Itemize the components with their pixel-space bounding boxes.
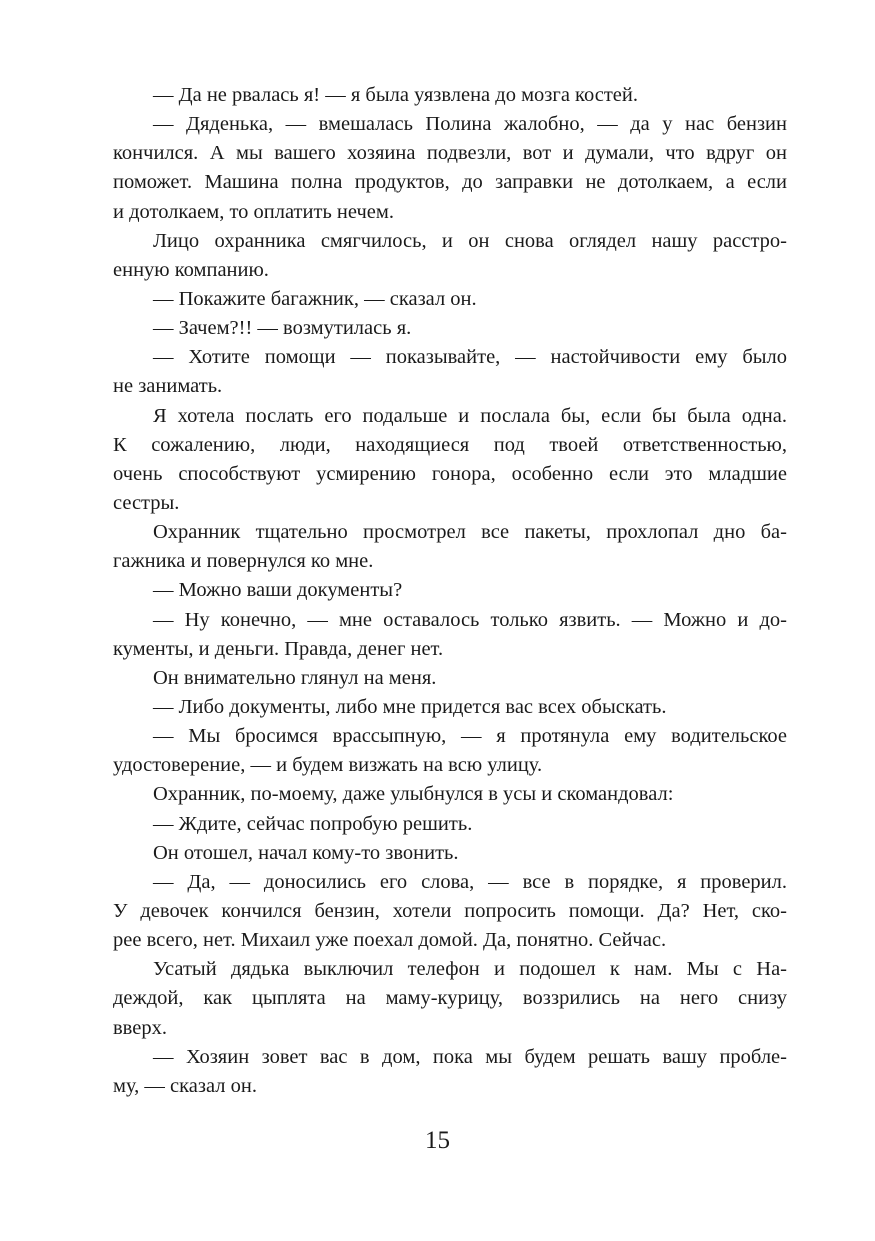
text-line: — Да, — доносились его слова, — все в порядке, я проверил. (153, 870, 787, 893)
text-line: — Ну конечно, — мне оставалось только язвить. — Можно и до- (153, 608, 787, 631)
text-line: кончился. А мы вашего хозяина подвезли, вот и думали, что вдруг он (113, 142, 787, 165)
text-line: — Покажите багажник, — сказал он. (153, 287, 477, 310)
text-line: Усатый дядька выключил телефон и подошел к нам. Мы с На- (153, 958, 787, 981)
text-line: деждой, как цыплята на маму-курицу, воззрились на него снизу (113, 987, 787, 1010)
text-line: — Либо документы, либо мне придется вас всех обыскать. (153, 695, 667, 718)
text-line: Он отошел, начал кому-то звонить. (153, 841, 459, 864)
text-line: сестры. (113, 491, 180, 514)
text-line: му, — сказал он. (113, 1074, 257, 1097)
text-line: Охранник тщательно просмотрел все пакеты, прохлопал дно ба- (153, 521, 787, 544)
text-line: удостоверение, — и будем визжать на всю улицу. (113, 754, 543, 777)
text-line: — Ждите, сейчас попробую решить. (153, 812, 473, 835)
text-line: К сожалению, люди, находящиеся под твоей ответственностью, (113, 433, 787, 456)
page-body-text (113, 81, 787, 1101)
text-line: и дотолкаем, то оплатить нечем. (113, 200, 394, 223)
text-line: кументы, и деньги. Правда, денег нет. (113, 637, 444, 660)
text-line: — Хотите помощи — показывайте, — настойчивости ему было (153, 346, 787, 369)
text-line: Лицо охранника смягчилось, и он снова оглядел нашу расстро- (153, 229, 787, 252)
text-line: поможет. Машина полна продуктов, до заправки не дотолкаем, а если (113, 171, 787, 194)
text-line: Охранник, по-моему, даже улыбнулся в усы и скомандовал: (153, 783, 674, 806)
text-line: гажника и повернулся ко мне. (113, 550, 374, 573)
text-line: — Можно ваши документы? (153, 579, 403, 602)
text-line: енную компанию. (113, 258, 269, 281)
text-line: Он внимательно глянул на меня. (153, 666, 437, 689)
text-line: — Мы бросимся врассыпную, — я протянула ему водительское (153, 725, 787, 748)
text-line: Я хотела послать его подальше и послала бы, если бы была одна. (153, 404, 787, 427)
text-line: не занимать. (113, 375, 223, 398)
text-line: рее всего, нет. Михаил уже поехал домой. Да, понятно. Сейчас. (113, 929, 667, 952)
text-line: очень способствуют усмирению гонора, особенно если это младшие (113, 462, 787, 485)
text-line: — Дяденька, — вмешалась Полина жалобно, — да у нас бензин (153, 113, 787, 136)
text-line: вверх. (113, 1016, 167, 1039)
text-line: — Зачем?!! — возмутилась я. (153, 317, 412, 340)
text-line: — Да не рвалась я! — я была уязвлена до мозга костей. (153, 84, 638, 106)
page-number: 15 (425, 1127, 450, 1154)
text-line: У девочек кончился бензин, хотели попросить помощи. Да? Нет, ско- (113, 899, 787, 922)
text-line: — Хозяин зовет вас в дом, пока мы будем решать вашу пробле- (153, 1045, 787, 1068)
